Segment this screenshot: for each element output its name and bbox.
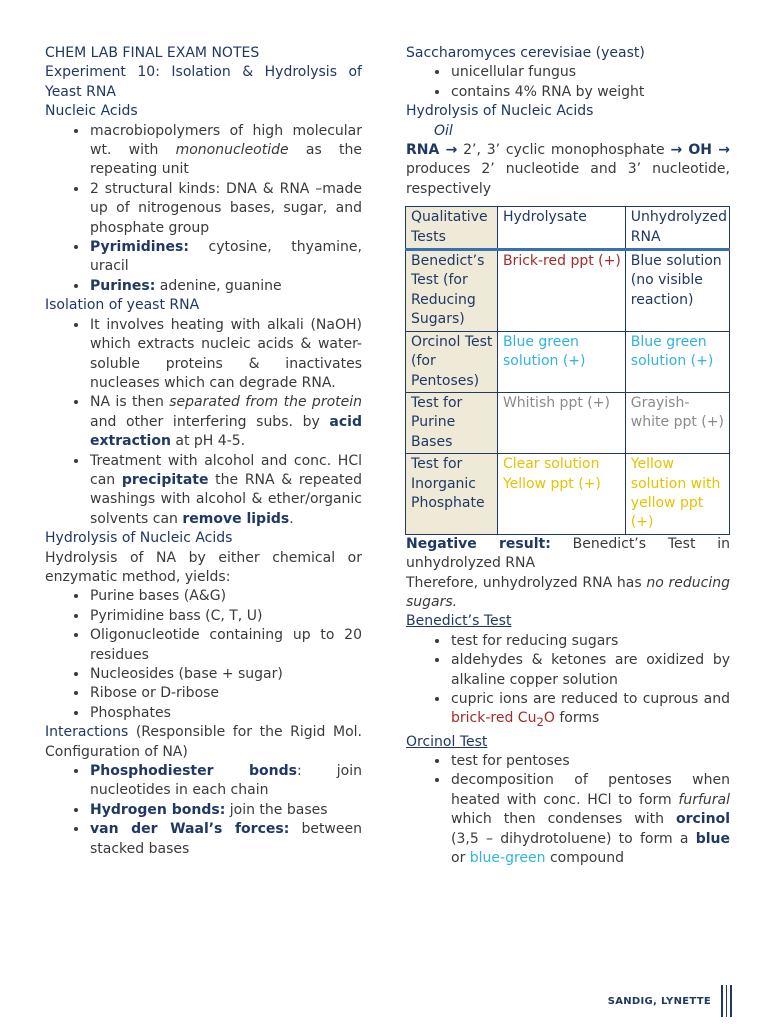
yeast-list — [406, 63, 730, 102]
text-segment: → OH → — [670, 142, 730, 159]
yeast-heading: Saccharomyces cerevisiae (yeast) — [406, 45, 645, 61]
text-segment: Pyrimidines: — [90, 239, 189, 256]
table-row — [406, 331, 730, 392]
text-segment: macrobiopolymers of high molecular wt. with — [90, 122, 362, 159]
text-segment: adenine, guanine — [155, 277, 282, 294]
therefore-statement — [406, 574, 730, 613]
list-item — [89, 820, 362, 859]
text-segment: Benedict’s Test in unhydrolyzed RNA — [406, 535, 730, 572]
hydrolysis-products-list — [45, 587, 362, 723]
text-segment: furfural — [678, 791, 730, 808]
text-segment: orcinol — [675, 811, 730, 828]
text-segment: O — [543, 710, 555, 727]
text-segment: RNA — [406, 142, 446, 159]
list-item — [89, 801, 362, 820]
negative-result — [406, 535, 730, 574]
right-column — [406, 44, 730, 868]
text-segment: It involves heating with alkali (NaOH) which extracts nucleic acids & water-soluble proteins & inactivates nucleases which can degrade RNA. — [90, 316, 362, 391]
list-item — [89, 626, 362, 665]
rna-hydrolysis-heading: Hydrolysis of Nucleic Acids — [406, 103, 594, 120]
list-item — [450, 690, 730, 733]
text-segment: cupric ions are reduced to cuprous and — [451, 691, 730, 707]
text-segment: and other interfering subs. by — [90, 413, 330, 430]
list-item — [89, 762, 362, 801]
text-segment: Phosphodiester bonds — [90, 763, 297, 780]
text-segment: as the repeating unit — [90, 142, 362, 178]
text-segment: the RNA & repeated washings with alcohol & ether/organic solvents can — [90, 471, 362, 527]
text-segment: compound — [545, 850, 624, 867]
list-item — [89, 238, 362, 277]
text-segment: brick-red Cu — [451, 710, 537, 727]
text-segment: forms — [554, 710, 600, 727]
text-segment: which then condenses with — [451, 811, 676, 828]
reaction-equation — [406, 141, 730, 199]
hydrolysate-result-cell: Clear solution Yellow ppt (+) — [497, 454, 625, 535]
isolation-heading: Isolation of yeast RNA — [45, 297, 200, 314]
text-segment: contains 4% RNA by weight — [451, 83, 645, 100]
text-segment: decomposition of pentoses when heated with conc. HCl to form — [451, 772, 730, 808]
interactions-list — [45, 762, 362, 859]
text-segment: mononucleotide — [175, 142, 289, 159]
interactions-heading: Interactions — [45, 724, 129, 741]
list-item — [89, 704, 362, 723]
left-column — [45, 44, 362, 859]
text-segment: (3,5 – dihydrotoluene) to form a — [451, 830, 696, 847]
text-segment: : join nucleotides in each chain — [90, 763, 362, 799]
list-item — [89, 277, 362, 296]
unhydrolyzed-result-cell: Blue green solution (+) — [625, 331, 729, 392]
author-name: SANDIG, LYNETTE — [607, 995, 711, 1007]
list-item — [450, 632, 730, 651]
text-segment: test for reducing sugars — [451, 632, 619, 649]
text-segment: blue — [695, 830, 730, 847]
text-segment: produces 2’ nucleotide and 3’ nucleotide, respectively — [406, 161, 730, 197]
text-segment: Phosphates — [90, 704, 171, 721]
text-segment: cytosine, thyamine, uracil — [90, 239, 362, 275]
text-segment: or — [451, 850, 470, 867]
text-segment: Hydrogen bonds: — [90, 801, 226, 818]
text-segment: remove lipids — [182, 510, 290, 527]
text-segment: Oligonucleotide containing up to 20 residues — [90, 627, 362, 663]
text-segment: 2 structural kinds: DNA & RNA –made up of nitrogenous bases, sugar, and phosphate group — [90, 180, 362, 236]
text-segment: van der Waal’s forces: — [90, 821, 290, 838]
text-segment: 2’, 3’ cyclic monophosphate — [457, 142, 671, 159]
text-segment: join the bases — [225, 801, 328, 818]
text-segment: Nucleosides (base + sugar) — [90, 666, 283, 682]
unhydrolyzed-result-cell: Grayish-white ppt (+) — [625, 392, 729, 453]
text-segment: 2 — [536, 715, 544, 730]
hydrolysate-result-cell: Blue green solution (+) — [497, 331, 625, 392]
list-item — [450, 752, 730, 771]
oil-label: Oil — [434, 122, 453, 139]
list-item — [89, 452, 362, 530]
benedicts-test-list — [406, 632, 730, 733]
text-segment: Purines: — [90, 277, 156, 294]
text-segment: Purine bases (A&G) — [90, 588, 227, 605]
text-segment: Negative result: — [406, 535, 551, 552]
unhydrolyzed-result-cell: Blue solution (no visible reaction) — [625, 250, 729, 332]
list-item — [89, 665, 362, 684]
list-item — [89, 587, 362, 606]
hydrolysis-intro: Hydrolysis of NA by either chemical or enzymatic method, yields: — [45, 549, 362, 585]
list-item — [450, 771, 730, 868]
list-item — [89, 684, 362, 703]
footer-bars-decoration — [721, 985, 732, 1017]
interactions-note: (Responsible for the Rigid Mol. Configuration of NA) — [45, 724, 362, 760]
text-segment: unicellular fungus — [451, 64, 577, 81]
unhydrolyzed-result-cell: Yellow solution with yellow ppt (+) — [625, 454, 729, 535]
test-name-cell: Test for Purine Bases — [406, 392, 498, 453]
hydrolysis-heading: Hydrolysis of Nucleic Acids — [45, 530, 233, 547]
page-title: CHEM LAB FINAL EXAM NOTES — [45, 45, 260, 61]
text-segment: Pyrimidine bass (C, T, U) — [90, 607, 263, 624]
text-segment: NA is then — [90, 394, 170, 411]
header-hydrolysate: Hydrolysate — [497, 207, 625, 250]
orcinol-test-list — [406, 752, 730, 868]
text-segment: blue-green — [469, 850, 546, 867]
text-segment: Ribose or D-ribose — [90, 685, 220, 702]
hydrolysate-result-cell: Whitish ppt (+) — [497, 392, 625, 453]
text-segment: between stacked bases — [90, 821, 362, 857]
list-item — [89, 180, 362, 238]
table-row — [406, 454, 730, 535]
experiment-title: Experiment 10: Isolation & Hydrolysis of Yeast RNA — [45, 64, 362, 100]
text-segment: Therefore, unhydrolyzed RNA has — [406, 574, 647, 591]
table-row — [406, 392, 730, 453]
interactions-paragraph — [45, 723, 362, 762]
list-item — [89, 607, 362, 626]
page-footer — [608, 985, 732, 1017]
text-segment: → — [445, 142, 458, 159]
table-header-row — [406, 207, 730, 250]
text-segment: aldehydes & ketones are oxidized by alkaline copper solution — [451, 652, 730, 688]
list-item — [450, 63, 730, 82]
hydrolysate-result-cell: Brick-red ppt (+) — [497, 250, 625, 332]
text-segment: Treatment with alcohol and conc. HCl can — [90, 452, 362, 488]
benedicts-test-heading: Benedict’s Test — [406, 613, 512, 630]
list-item — [89, 393, 362, 451]
text-segment: test for pentoses — [451, 753, 570, 770]
list-item — [450, 83, 730, 102]
nucleic-acids-heading: Nucleic Acids — [45, 103, 138, 120]
text-segment: no reducing sugars. — [406, 574, 730, 610]
list-item — [450, 651, 730, 690]
test-name-cell: Test for Inorganic Phosphate — [406, 454, 498, 535]
text-segment: . — [289, 510, 294, 527]
isolation-list — [45, 316, 362, 529]
table-row — [406, 250, 730, 332]
qualitative-tests-table — [405, 206, 730, 535]
text-segment: at pH 4-5. — [170, 433, 246, 450]
test-name-cell: Benedict’s Test (for Reducing Sugars) — [406, 250, 498, 332]
header-qualitative-tests: Qualitative Tests — [406, 207, 498, 250]
text-segment: separated from the protein — [169, 394, 363, 411]
list-item — [89, 122, 362, 180]
text-segment: acid extraction — [90, 413, 362, 450]
test-name-cell: Orcinol Test (for Pentoses) — [406, 331, 498, 392]
text-segment: precipitate — [121, 471, 209, 488]
list-item — [89, 316, 362, 394]
header-unhydrolyzed-rna: Unhydrolyzed RNA — [625, 207, 729, 250]
nucleic-acids-list — [45, 122, 362, 297]
orcinol-test-heading: Orcinol Test — [406, 733, 488, 750]
